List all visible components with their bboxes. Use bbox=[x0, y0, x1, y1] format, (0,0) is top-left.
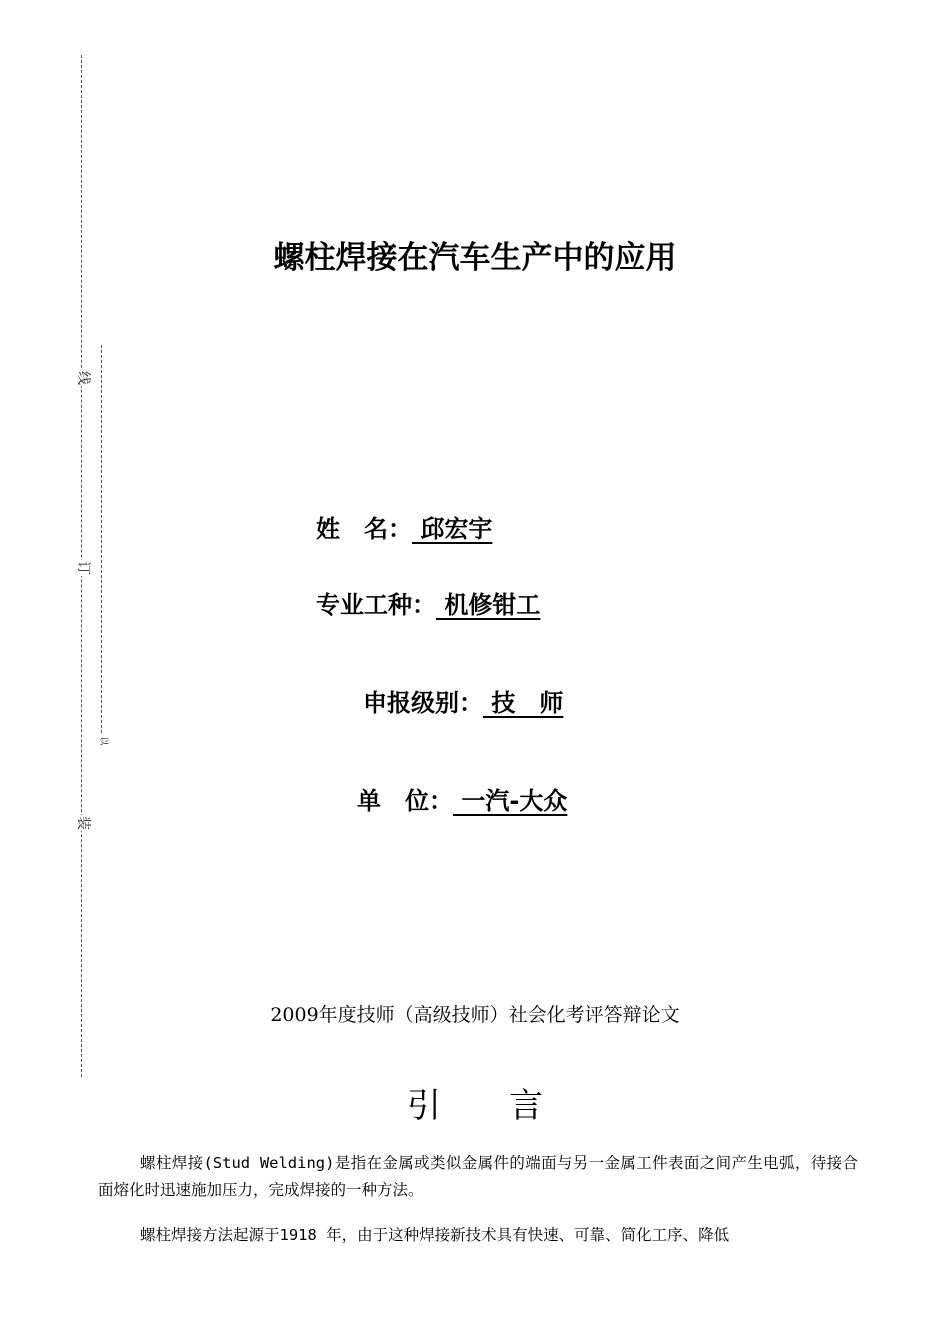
field-level-value: 技 师 bbox=[483, 689, 564, 717]
field-specialty bbox=[316, 590, 540, 620]
field-name-label: 姓 名： bbox=[316, 515, 412, 543]
field-name bbox=[316, 514, 492, 544]
binding-line-inner bbox=[101, 345, 102, 743]
binding-char-bind: 装 bbox=[75, 816, 91, 830]
binding-char-order: 订 bbox=[75, 561, 91, 575]
field-unit-value: 一汽-大众 bbox=[453, 787, 568, 815]
binding-char-line: 线 bbox=[75, 371, 91, 385]
field-name-value: 邱宏宇 bbox=[412, 515, 493, 543]
field-specialty-label: 专业工种： bbox=[316, 591, 436, 619]
binding-small-mark: 以 bbox=[95, 733, 111, 749]
field-unit-label: 单 位： bbox=[357, 787, 453, 815]
paragraph-2: 螺柱焊接方法起源于1918 年，由于这种焊接新技术具有快速、可靠、简化工序、降低 bbox=[140, 1226, 730, 1244]
field-level-label: 申报级别： bbox=[363, 689, 483, 717]
section-heading: 引 言 bbox=[407, 1086, 543, 1126]
document-subtitle: 2009年度技师（高级技师）社会化考评答辩论文 bbox=[270, 1004, 680, 1026]
document-title: 螺柱焊接在汽车生产中的应用 bbox=[273, 240, 677, 276]
paragraph-1: 螺柱焊接(Stud Welding)是指在金属或类似金属件的端面与另一金属工件表面之间产生电弧，待接合面熔化时迅速施加压力，完成焊接的一种方法。 bbox=[98, 1154, 858, 1199]
field-specialty-value: 机修钳工 bbox=[436, 591, 541, 619]
field-unit bbox=[357, 786, 567, 816]
field-level bbox=[363, 688, 563, 718]
